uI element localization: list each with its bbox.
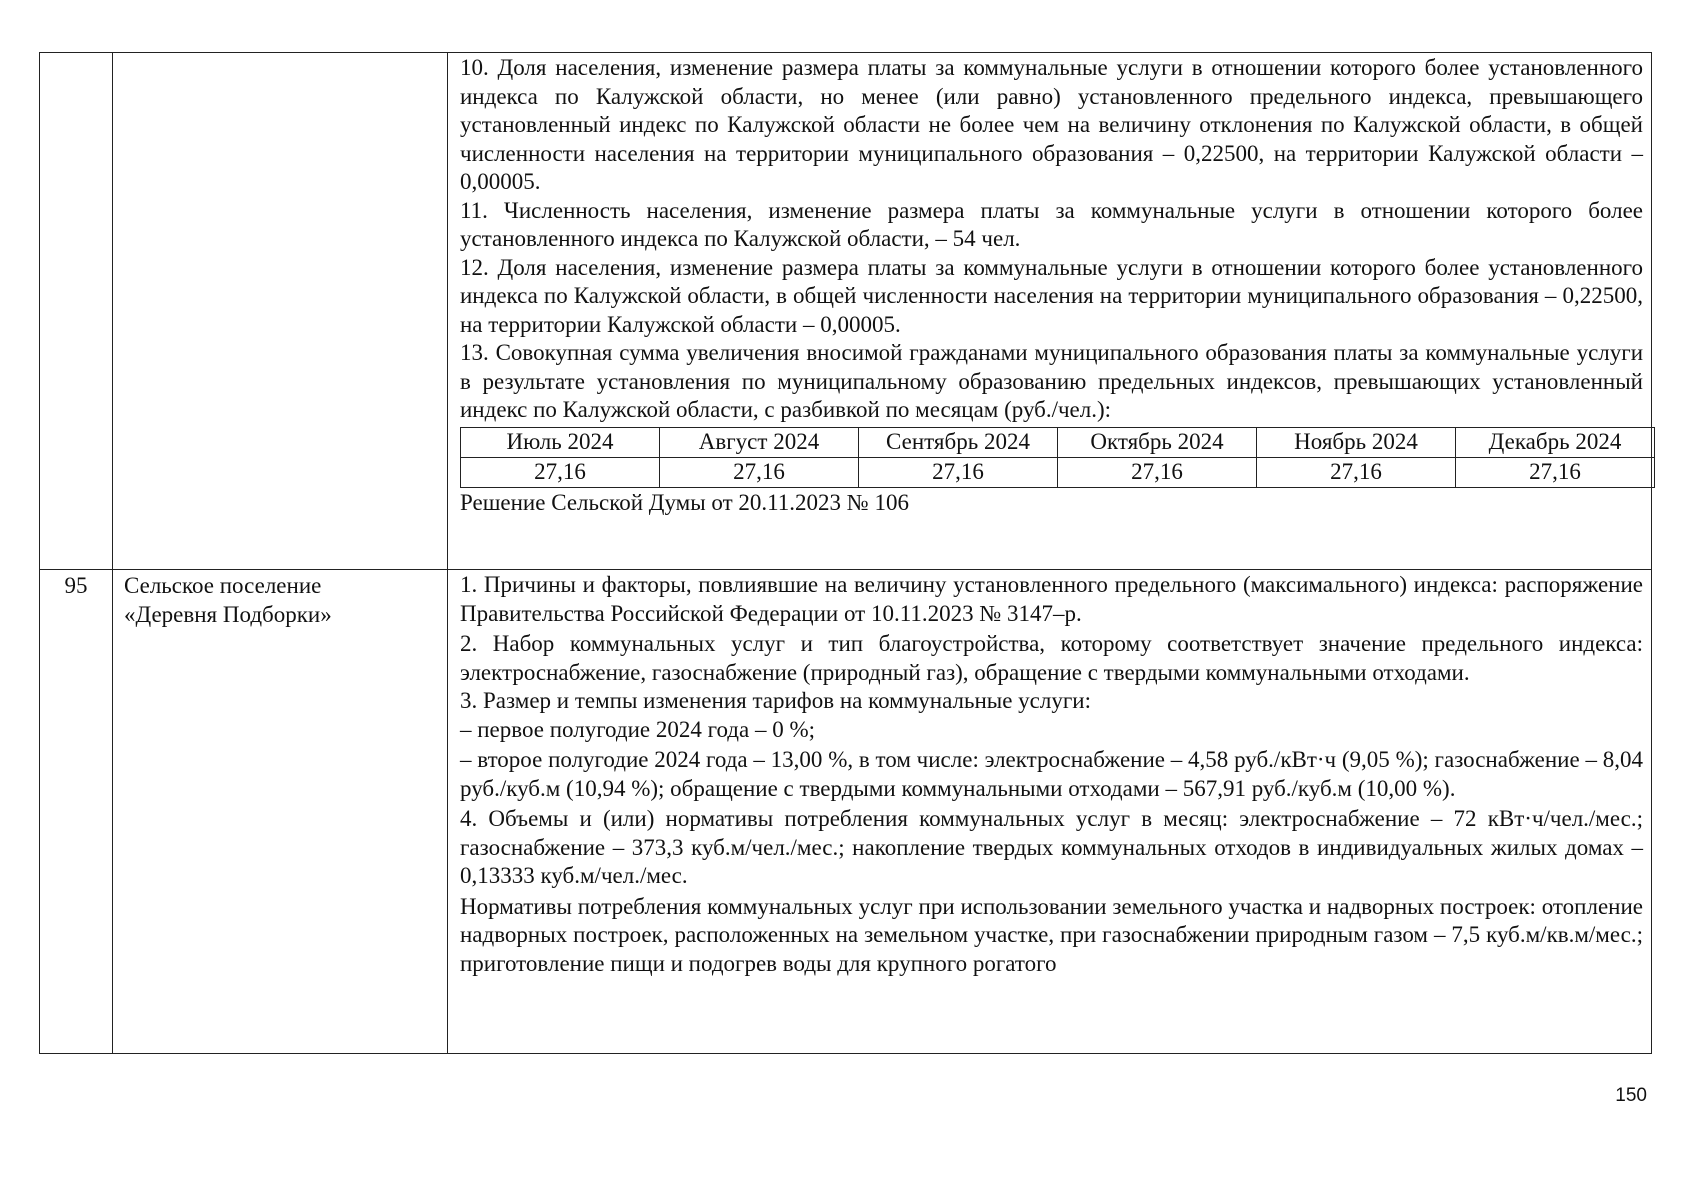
paragraph: 11. Численность населения, изменение размера платы за коммунальные услуги в отношении которого более установленного индекса по Калужской области, – 54 чел. (460, 197, 1643, 251)
month-value: 27,16 (660, 457, 859, 487)
month-header: Декабрь 2024 (1456, 427, 1655, 457)
paragraph: 10. Доля населения, изменение размера платы за коммунальные услуги в отношении которого более установленного индекса по Калужской области, но менее (или равно) установленного предельного индекса, превышающего установленный индекс по Калужской области не более чем на величину отклонения по Калужской области, в общей численности населения на территории муниципального образования – 0,22500, на территории Калужской области – 0,00005. (460, 55, 1643, 194)
table-row (40, 570, 1652, 1054)
month-value: 27,16 (1257, 457, 1456, 487)
monthly-amounts-table (460, 427, 1655, 488)
municipality-name-cell (113, 570, 448, 1054)
paragraph: 12. Доля населения, изменение размера платы за коммунальные услуги в отношении которого более установленного индекса по Калужской области, в общей численности населения на территории муниципального образования – 0,22500, на территории Калужской области – 0,00005. (460, 254, 1643, 337)
paragraph: 13. Совокупная сумма увеличения вносимой гражданами муниципального образования платы за коммунальные услуги в результате установления по муниципальному образованию предельных индексов, превышающих установленный индекс по Калужской области, с разбивкой по месяцам (руб./чел.): (460, 340, 1643, 422)
month-value: 27,16 (461, 457, 660, 487)
details-cell (448, 53, 1652, 570)
row-number-cell (40, 53, 113, 570)
month-header: Октябрь 2024 (1058, 427, 1257, 457)
month-header: Август 2024 (660, 427, 859, 457)
municipality-name-cell (113, 53, 448, 570)
municipality-name: Сельское поселение «Деревня Подборки» (124, 573, 332, 627)
document-table (39, 52, 1652, 1054)
page-number: 150 (1615, 1085, 1647, 1106)
paragraph: – второе полугодие 2024 года – 13,00 %, в том числе: электроснабжение – 4,58 руб./кВт·ч (9,05 %); газоснабжение – 8,04 руб./куб.м (10,94 %); обращение с твердыми коммунальными отходами – 567,91 руб./куб.м (10,00 %). (460, 747, 1643, 801)
paragraph: 2. Набор коммунальных услуг и тип благоустройства, которому соответствует значение предельного индекса: электроснабжение, газоснабжение (природный газ), обращение с твердыми коммунальными отходами. (460, 631, 1643, 685)
table-row (40, 53, 1652, 570)
decision-reference: Решение Сельской Думы от 20.11.2023 № 106 (460, 489, 909, 515)
paragraph: 1. Причины и факторы, повлиявшие на величину установленного предельного (максимального) индекса: распоряжение Правительства Российской Федерации от 10.11.2023 № 3147–р. (460, 572, 1643, 626)
month-value: 27,16 (1058, 457, 1257, 487)
month-header: Сентябрь 2024 (859, 427, 1058, 457)
paragraph: – первое полугодие 2024 года – 0 %; (460, 716, 816, 742)
month-header: Июль 2024 (461, 427, 660, 457)
month-value: 27,16 (1456, 457, 1655, 487)
month-value: 27,16 (859, 457, 1058, 487)
months-header-row (461, 427, 1655, 457)
paragraph: 3. Размер и темпы изменения тарифов на коммунальные услуги: (460, 688, 1091, 713)
paragraph: 4. Объемы и (или) нормативы потребления коммунальных услуг в месяц: электроснабжение – 72 кВт·ч/чел./мес.; газоснабжение – 373,3 куб.м/чел./мес.; накопление твердых коммунальных отходов в индивидуальных жилых домах – 0,13333 куб.м/чел./мес. (460, 806, 1643, 888)
month-header: Ноябрь 2024 (1257, 427, 1456, 457)
details-cell (448, 570, 1652, 1054)
paragraph: Нормативы потребления коммунальных услуг при использовании земельного участка и надворных построек: отопление надворных построек, расположенных на земельном участке, при газоснабжении природным газом – 7,5 куб.м/кв.м/мес.; приготовление пищи и подогрев воды для крупного рогатого (460, 893, 1643, 976)
values-row (461, 457, 1655, 487)
row-number-cell: 95 (40, 570, 113, 1054)
